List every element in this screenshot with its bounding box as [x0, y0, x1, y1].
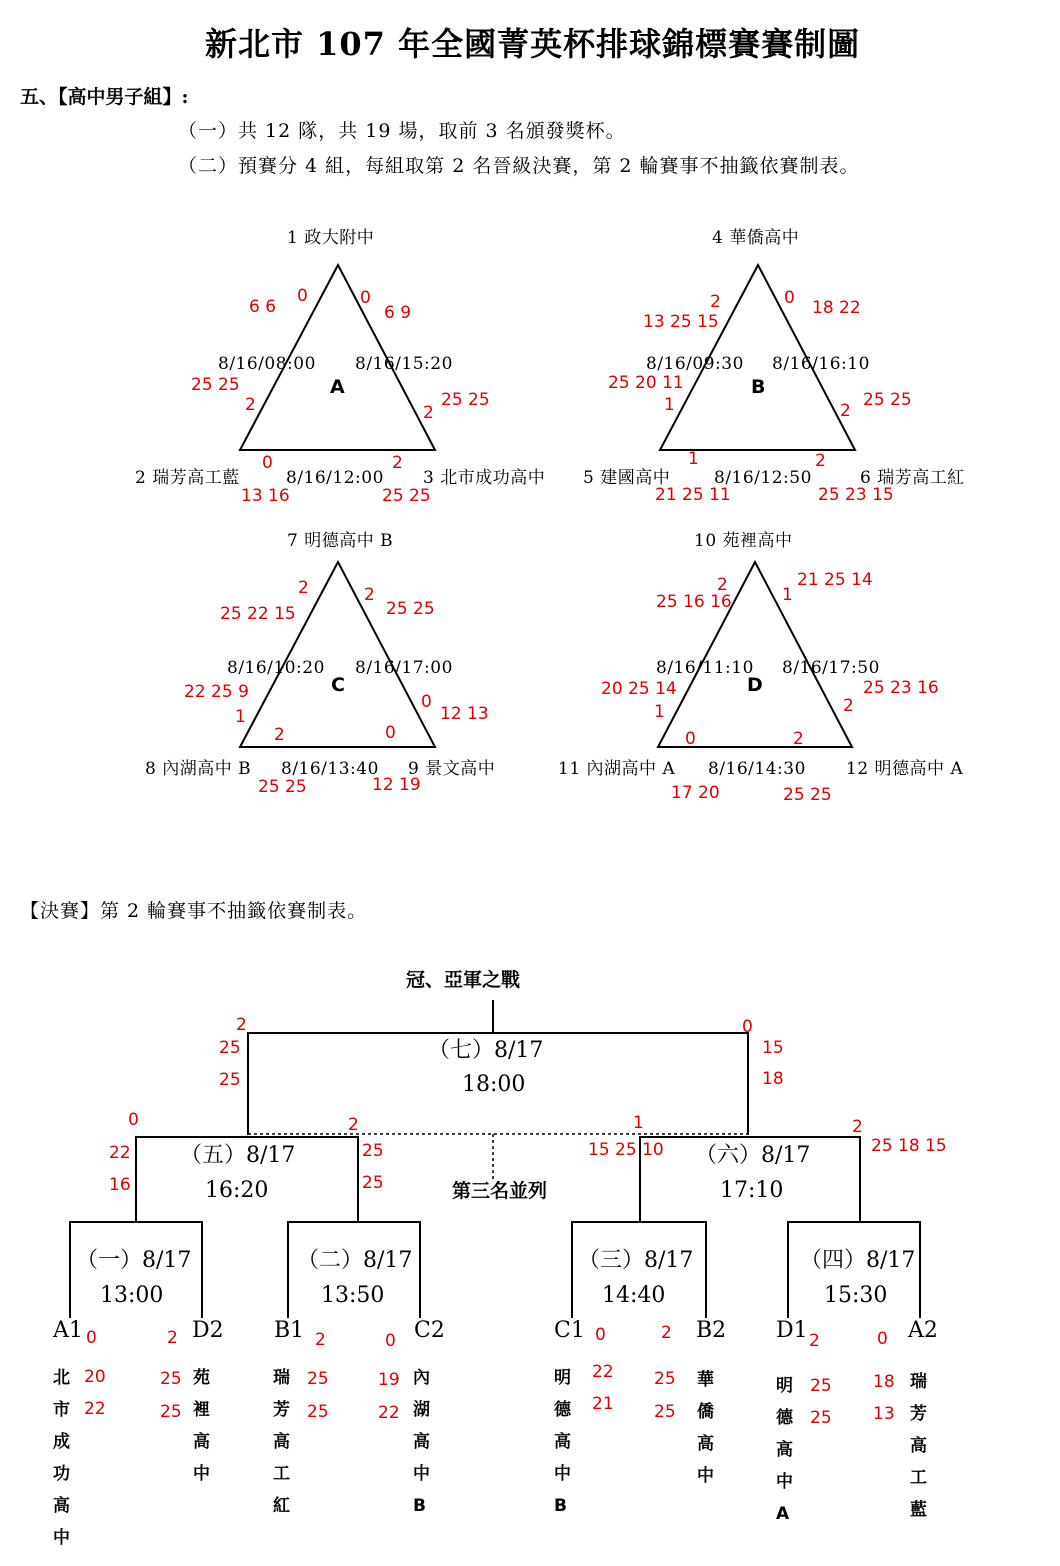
seed-team-c1: 明德高中B	[554, 1368, 571, 1516]
score: 18	[762, 1069, 784, 1089]
group-b-time-bottom: 8/16/12:50	[714, 468, 812, 488]
score: 25 25	[386, 599, 435, 619]
score: 2	[348, 1115, 359, 1135]
score: 25	[654, 1369, 676, 1389]
score: 25	[810, 1376, 832, 1396]
score: 21 25 14	[797, 570, 873, 590]
score: 2	[392, 453, 403, 473]
match-4-time: 15:30	[824, 1283, 888, 1308]
match-3-time: 14:40	[602, 1283, 666, 1308]
group-c-team-9: 9 景文高中	[408, 759, 496, 779]
score: 25 25	[258, 777, 307, 797]
group-d-label: D	[747, 674, 763, 696]
group-d-time-left: 8/16/11:10	[656, 658, 754, 678]
group-d-team-12: 12 明德高中 A	[846, 759, 964, 779]
score: 2	[793, 729, 804, 749]
score: 25	[362, 1173, 384, 1193]
match-1-name: （一）8/17	[76, 1248, 192, 1273]
seed-team-c2: 內湖高中B	[413, 1368, 430, 1516]
score: 2	[167, 1328, 178, 1348]
score: 0	[262, 453, 273, 473]
score: 16	[109, 1175, 131, 1195]
match-5-time: 16:20	[205, 1178, 269, 1203]
group-d-team-10: 10 苑裡高中	[694, 531, 793, 551]
group-b-time-left: 8/16/09:30	[646, 354, 744, 374]
match-2-name: （二）8/17	[297, 1248, 413, 1273]
match-3-name: （三）8/17	[578, 1248, 694, 1273]
score: 2	[423, 403, 434, 423]
score: 22	[109, 1143, 131, 1163]
group-c-team-7: 7 明德高中 B	[287, 531, 394, 551]
match-6-time: 17:10	[720, 1178, 784, 1203]
score: 13	[873, 1404, 895, 1424]
score: 18 22	[812, 298, 861, 318]
score: 22	[84, 1399, 106, 1419]
score: 25 23 15	[818, 485, 894, 505]
seed-team-d1: 明德高中A	[776, 1376, 793, 1524]
score: 0	[86, 1328, 97, 1348]
score: 25 18 15	[871, 1136, 947, 1156]
score: 25 25	[441, 390, 490, 410]
group-b-time-right: 8/16/16:10	[772, 354, 870, 374]
group-c-time-right: 8/16/17:00	[355, 658, 453, 678]
group-a-team-2: 2 瑞芳高工藍	[135, 468, 240, 488]
score: 0	[685, 729, 696, 749]
score: 13 16	[241, 486, 290, 506]
score: 2	[661, 1323, 672, 1343]
group-a-time-right: 8/16/15:20	[355, 354, 453, 374]
seed-c2: C2	[414, 1318, 445, 1343]
score: 21	[592, 1394, 614, 1414]
section-heading: 五、【高中男子組】:	[20, 86, 189, 108]
score: 25 25	[382, 486, 431, 506]
page-title: 新北市 107 年全國菁英杯排球錦標賽賽制圖	[205, 25, 861, 63]
score: 0	[877, 1329, 888, 1349]
match-2-time: 13:50	[321, 1283, 385, 1308]
score: 1	[633, 1113, 644, 1133]
score: 1	[782, 585, 793, 605]
score: 25 25	[783, 785, 832, 805]
score: 20 25 14	[601, 679, 677, 699]
score: 12 19	[372, 775, 421, 795]
seed-a2: A2	[908, 1318, 938, 1343]
group-c-label: C	[331, 674, 345, 696]
score: 2	[815, 451, 826, 471]
score: 20	[84, 1367, 106, 1387]
group-a-team-3: 3 北市成功高中	[423, 468, 546, 488]
score: 1	[235, 707, 246, 727]
seed-b2: B2	[696, 1318, 727, 1343]
rule-2: （二）預賽分 4 組，每組取第 2 名晉級決賽，第 2 輪賽事不抽籤依賽制表。	[178, 155, 860, 177]
score: 25	[219, 1038, 241, 1058]
score: 2	[840, 401, 851, 421]
match-7-name: （七）8/17	[428, 1038, 544, 1063]
group-b-team-4: 4 華僑高中	[712, 228, 800, 248]
match-5-name: （五）8/17	[180, 1143, 296, 1168]
match-4-name: （四）8/17	[800, 1248, 916, 1273]
score: 13 25 15	[643, 312, 719, 332]
seed-d2: D2	[192, 1318, 224, 1343]
score: 25	[160, 1402, 182, 1422]
championship-title: 冠、亞軍之戰	[406, 969, 521, 991]
group-a-team-1: 1 政大附中	[287, 228, 375, 248]
score: 2	[710, 292, 721, 312]
seed-c1: C1	[554, 1318, 585, 1343]
score: 25 22 15	[220, 604, 296, 624]
group-b-team-5: 5 建國高中	[583, 468, 671, 488]
score: 25 20 11	[608, 373, 684, 393]
score: 25	[654, 1402, 676, 1422]
score: 15	[762, 1038, 784, 1058]
score: 0	[421, 692, 432, 712]
score: 25	[219, 1070, 241, 1090]
score: 2	[843, 696, 854, 716]
rule-1: （一）共 12 隊，共 19 場，取前 3 名頒發獎杯。	[178, 120, 626, 142]
score: 25	[307, 1369, 329, 1389]
seed-team-d2: 苑裡高中	[193, 1368, 210, 1484]
group-d-time-right: 8/16/17:50	[782, 658, 880, 678]
score: 0	[595, 1325, 606, 1345]
group-c-time-bottom: 8/16/13:40	[281, 759, 379, 779]
seed-d1: D1	[776, 1318, 808, 1343]
score: 22 25 9	[184, 682, 249, 702]
match-7-time: 18:00	[462, 1072, 526, 1097]
score: 17 20	[671, 783, 720, 803]
group-a-label: A	[330, 376, 345, 398]
score: 2	[852, 1117, 863, 1137]
score: 18	[873, 1372, 895, 1392]
score: 0	[360, 288, 371, 308]
seed-team-a2: 瑞芳高工藍	[910, 1372, 927, 1520]
score: 2	[809, 1331, 820, 1351]
third-place-label: 第三名並列	[452, 1180, 548, 1202]
score: 0	[385, 723, 396, 743]
group-d-team-11: 11 內湖高中 A	[558, 759, 676, 779]
score: 6 6	[249, 297, 277, 317]
score: 0	[385, 1331, 396, 1351]
score: 19	[378, 1370, 400, 1390]
score: 25 23 16	[863, 678, 939, 698]
score: 2	[245, 395, 256, 415]
group-d-time-bottom: 8/16/14:30	[708, 759, 806, 779]
score: 0	[128, 1110, 139, 1130]
score: 25	[307, 1402, 329, 1422]
seed-a1: A1	[53, 1318, 83, 1343]
match-6-name: （六）8/17	[695, 1143, 811, 1168]
score: 12 13	[440, 704, 489, 724]
score: 25	[810, 1408, 832, 1428]
final-heading: 【決賽】第 2 輪賽事不抽籤依賽制表。	[20, 900, 368, 922]
score: 1	[654, 702, 665, 722]
score: 2	[717, 575, 728, 595]
score: 2	[236, 1015, 247, 1035]
group-b-label: B	[751, 376, 766, 398]
score: 22	[592, 1362, 614, 1382]
score: 0	[742, 1017, 753, 1037]
score: 0	[784, 288, 795, 308]
score: 1	[688, 449, 699, 469]
group-a-time-bottom: 8/16/12:00	[286, 468, 384, 488]
score: 25	[362, 1141, 384, 1161]
score: 2	[298, 578, 309, 598]
score: 22	[378, 1403, 400, 1423]
seed-team-b1: 瑞芳高工紅	[273, 1368, 290, 1516]
match-1-time: 13:00	[100, 1283, 164, 1308]
score: 2	[274, 725, 285, 745]
score: 2	[364, 585, 375, 605]
group-b-team-6: 6 瑞芳高工紅	[860, 468, 965, 488]
seed-team-a1: 北市成功高中	[53, 1368, 70, 1548]
score: 25 25	[191, 375, 240, 395]
group-c-time-left: 8/16/10:20	[227, 658, 325, 678]
score: 1	[664, 395, 675, 415]
group-c-team-8: 8 內湖高中 B	[145, 759, 252, 779]
score: 25	[160, 1369, 182, 1389]
score: 25 25	[863, 390, 912, 410]
score: 6 9	[384, 303, 412, 323]
score: 21 25 11	[655, 485, 731, 505]
group-a-time-left: 8/16/08:00	[218, 354, 316, 374]
seed-b1: B1	[274, 1318, 305, 1343]
group-c-triangle	[240, 562, 435, 747]
score: 15 25 10	[588, 1140, 664, 1160]
score: 2	[315, 1330, 326, 1350]
score: 0	[297, 286, 308, 306]
score: 25 16 16	[656, 592, 732, 612]
seed-team-b2: 華僑高中	[697, 1370, 714, 1486]
